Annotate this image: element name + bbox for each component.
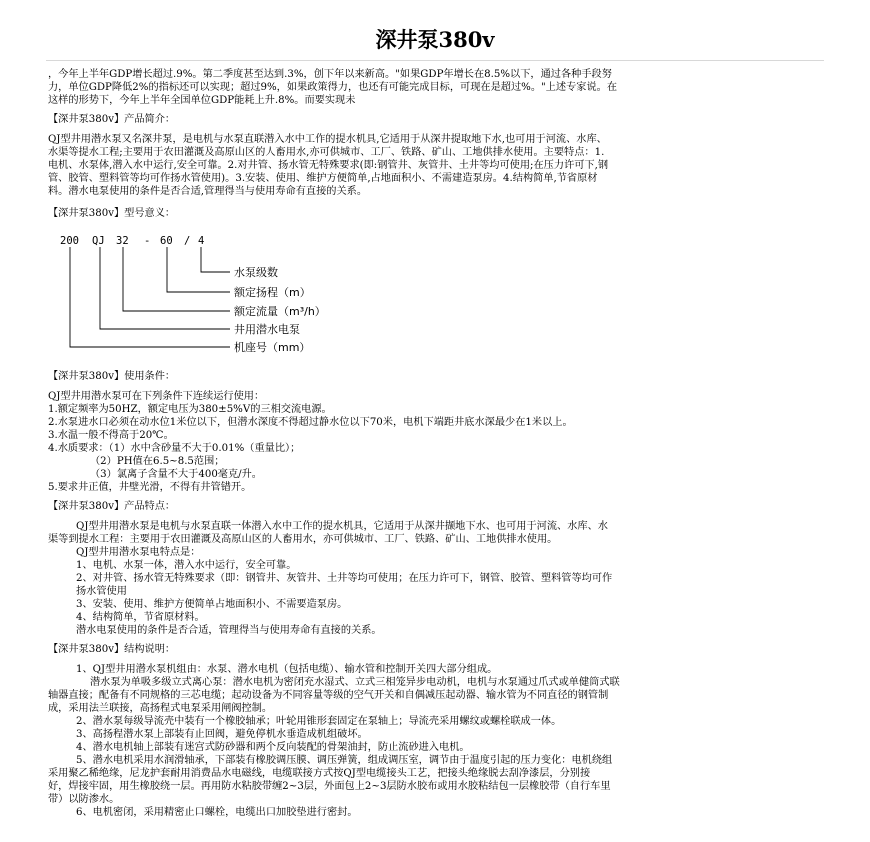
paragraph-line: 料。潜水电泵使用的条件是否合适,管理得当与使用寿命有直接的关系。 — [48, 186, 368, 197]
paragraph-line: 成，采用法兰联接，高扬程式电泵采用闸阀控制。 — [48, 703, 273, 714]
code-dash: - — [144, 235, 151, 247]
paragraph-line: 轴器直接；配备有不同规格的三芯电缆；起动设备为不同容量等级的空气开关和自偶减压起动器、输水管为不同直径的钢管制 — [48, 690, 609, 701]
title-rule — [46, 60, 824, 61]
section-heading: 【深井泵380v】产品特点： — [48, 501, 176, 512]
page-title: 深井泵380v — [375, 27, 495, 52]
paragraph-line: 6、电机密闭，采用精密止口螺栓，电缆出口加胶垫进行密封。 — [76, 807, 358, 818]
leader-head — [167, 247, 230, 292]
section-heading: 【深井泵380v】产品简介： — [48, 114, 176, 125]
model-meaning-diagram — [60, 234, 420, 354]
leader-flow — [123, 247, 230, 311]
section-heading: 【深井泵380v】使用条件： — [48, 371, 176, 382]
paragraph-line: 2、潜水泵每级导流壳中装有一个橡胶轴承；叶轮用锥形套固定在泵轴上；导流壳采用螺纹或螺栓联成一体。 — [76, 716, 562, 727]
paragraph-line: QJ型井用潜水泵电特点是： — [76, 547, 201, 558]
paragraph-line: QJ型井用潜水泵是电机与水泵直联一体潜入水中工作的提水机具，它适用于从深井撷地下水、也可用于河流、水库、水 — [76, 521, 608, 532]
intro-line: 这样的形势下，今年上半年全国单位GDP能耗上升.8%。而要实现未 — [48, 95, 356, 106]
paragraph-line: 1.额定频率为50HZ，额定电压为380±5%V的三相交流电源。 — [48, 404, 332, 415]
leader-stages — [201, 247, 230, 272]
code-stages: 4 — [198, 235, 205, 247]
paragraph-line: 1、QJ型井用潜水泵机组由：水泵、潜水电机（包括电缆）、输水管和控制开关四大部分组成。 — [76, 664, 498, 675]
paragraph-line: QJ型井用潜水泵又名深井泵，是电机与水泵直联潜入水中工作的提水机具,它适用于从深井提取地下水,也可用于河流、水库、 — [48, 134, 607, 145]
label-flow: 额定流量（m³/h） — [234, 305, 326, 318]
label-head: 额定扬程（m） — [234, 286, 311, 299]
intro-line: 力，单位GDP降低2%的指标还可以实现；超过9%，如果政策得力，也还有可能完成目标，可现在是超过%。"上述专家说。在 — [48, 82, 618, 93]
code-seat: 200 — [60, 235, 79, 247]
label-stages: 水泵级数 — [234, 266, 278, 279]
section-heading: 【深井泵380v】结构说明： — [48, 644, 176, 655]
paragraph-line: 潜水泵为单吸多级立式离心泵：潜水电机为密闭充水湿式、立式三相笼异步电动机，电机与水泵通过爪式或单健筒式联 — [90, 677, 620, 688]
leader-seat — [70, 247, 230, 347]
paragraph-line: 4.水质要求：（1）水中含砂量不大于0.01%（重量比）； — [48, 443, 301, 454]
intro-line: ，今年上半年GDP增长超过.9%。第二季度甚至达到.3%，创下年以来新高。"如果GDP年增长在8.5%以下，通过各种手段努 — [48, 69, 612, 80]
list-item: 4、结构简单，节省原材料。 — [76, 612, 205, 623]
list-item: 2、对井管、扬水管无特殊要求（即：钢管井、灰管井、土井等均可使用；在压力许可下，钢管、胶管、塑料管等均可作 — [76, 573, 613, 584]
paragraph-line: 渠等到提水工程：主要用于农田灌溉及高原山区的人畜用水，亦可供城市、工厂、铁路、矿山、工地供排水使用。 — [48, 534, 558, 545]
paragraph-line: 2.水泵进水口必须在动水位1米位以下，但潜水深度不得超过静水位以下70米，电机下端距井底水深最少在1米以上。 — [48, 417, 573, 428]
code-head: 60 — [160, 235, 173, 247]
code-flow: 32 — [116, 235, 129, 247]
list-item: 扬水管使用 — [76, 586, 127, 597]
paragraph-line: 4、潜水电机轴上部装有迷宫式防砂器和两个反向装配的骨架油封，防止流砂进入电机。 — [76, 742, 470, 753]
paragraph-line: 3、高扬程潜水泵上部装有止回阀，避免停机水垂造成机组破坏。 — [76, 729, 368, 740]
paragraph-line: 带）以防渗水。 — [48, 794, 120, 805]
code-qj: QJ — [92, 235, 105, 247]
leader-qj — [100, 247, 230, 329]
section-heading: 【深井泵380v】型号意义： — [48, 208, 176, 219]
paragraph-line: 电机、水泵体,潜入水中运行,安全可靠。2.对井管、扬水管无特殊要求(即:钢管井、灰管井、土井等均可使用;在压力许可下,钢 — [48, 160, 609, 171]
paragraph-line: 水渠等提水工程;主要用于农田灌溉及高原山区的人畜用水,亦可供城市、工厂、铁路、矿山、工地供排水使用。主要特点：1. — [48, 147, 605, 158]
paragraph-line: QJ型井用潜水泵可在下列条件下连续运行使用： — [48, 391, 265, 402]
list-item: 1、电机、水泵一体，潜入水中运行，安全可靠。 — [76, 560, 297, 571]
paragraph-line: （2）PH值在6.5~8.5范围； — [90, 456, 225, 467]
label-seat: 机座号（mm） — [234, 341, 311, 354]
label-pump: 井用潜水电泵 — [234, 323, 300, 336]
list-item: 潜水电泵使用的条件是否合适，管理得当与使用寿命有直接的关系。 — [76, 625, 382, 636]
paragraph-line: 好，焊接牢固，用生橡胶绕一层。再用防水粘胶带缠2~3层，外面包上2~3层防水胶布或用水胶粘结包一层橡胶带（自行车里 — [48, 781, 611, 792]
list-item: 3、安装、使用、维护方便简单占地面积小、不需要造泵房。 — [76, 599, 348, 610]
paragraph-line: （3）氯离子含量不大于400毫克/升。 — [90, 469, 262, 480]
paragraph-line: 5.要求井正值，井壁光滑，不得有井管错开。 — [48, 482, 252, 493]
code-slash: / — [184, 235, 191, 247]
paragraph-line: 3.水温一般不得高于20℃。 — [48, 430, 174, 441]
paragraph-line: 5、潜水电机采用水润滑轴承，下部装有橡胶调压膜、调压弹簧，组成调压室，调节由于温度引起的压力变化：电机绕组 — [76, 755, 613, 766]
paragraph-line: 采用聚乙稀绝缘，尼龙护套耐用消费品水电磁线，电缆联接方式按QJ型电缆接头工艺，把接头绝缘脱去刮净漆层，分别接 — [48, 768, 591, 779]
paragraph-line: 管、胶管、塑料管等均可作扬水管使用)。3.安装、使用、维护方便简单,占地面积小、不需建造泵房。4.结构简单,节省原材 — [48, 173, 598, 184]
